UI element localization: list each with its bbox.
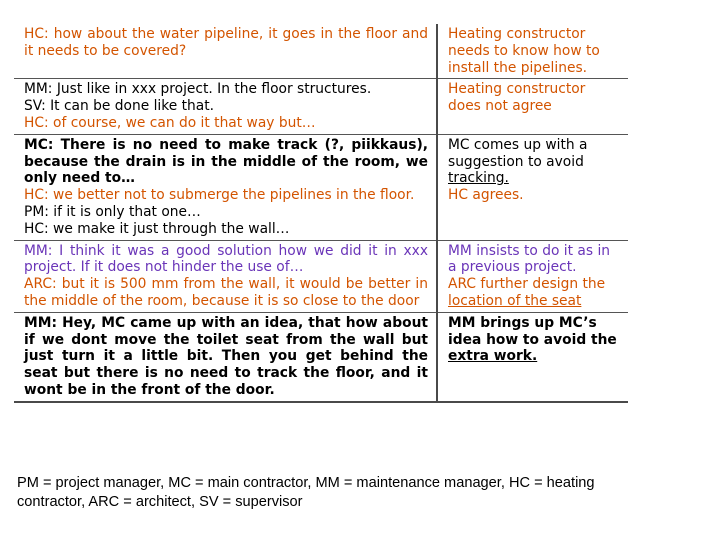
transcript-table: [14, 24, 628, 403]
dialogue-line: ARC: but it is 500 mm from the wall, it would be better in the middle of the room, because it is so close to the door: [24, 276, 428, 309]
commentary-text: tracking.: [448, 170, 509, 187]
dialogue-cell: [14, 134, 437, 240]
commentary-text: MC comes up with a suggestion to avoid: [448, 136, 588, 170]
dialogue-line: MM: Hey, MC came up with an idea, that how about if we dont move the toilet seat from the wall but just turn it a little bit. Then you get behind the seat but there is no need to track the floor, and it wont be in the front of the door.: [24, 314, 428, 398]
commentary-text: HC agrees.: [448, 187, 524, 204]
dialogue-line: HC: we make it just through the wall…: [24, 220, 290, 237]
table-row: [14, 24, 628, 79]
commentary-cell: [437, 240, 628, 312]
commentary-text: MM insists to do it as in a previous project.: [448, 242, 611, 276]
dialogue-line: HC: we better not to submerge the pipelines in the floor.: [24, 187, 415, 204]
commentary-text: Heating constructor does not agree: [448, 81, 586, 115]
dialogue-cell: [14, 240, 437, 312]
dialogue-line: HC: of course, we can do it that way but…: [24, 114, 316, 131]
commentary-text: MM brings up MC’s idea how to avoid the: [448, 314, 617, 348]
commentary-cell: [437, 312, 628, 401]
abbreviation-legend: PM = project manager, MC = main contractor, MM = maintenance manager, HC = heating contractor, ARC = architect, SV = supervisor: [17, 475, 595, 510]
dialogue-line: MC: There is no need to make track (?, piikkaus), because the drain is in the middle of the room, we only need to…: [24, 136, 428, 187]
table-row: [14, 240, 628, 312]
dialogue-cell: [14, 24, 437, 79]
dialogue-line: PM: if it is only that one…: [24, 203, 201, 220]
commentary-text: location of the seat: [448, 292, 582, 309]
dialogue-line: MM: I think it was a good solution how we did it in xxx project. If it does not hinder the use of…: [24, 242, 428, 276]
dialogue-cell: [14, 79, 437, 134]
dialogue-line: MM: Just like in xxx project. In the floor structures.: [24, 81, 372, 98]
dialogue-line: HC: how about the water pipeline, it goes in the floor and it needs to be covered?: [24, 26, 428, 59]
commentary-text: Heating constructor needs to know how to install the pipelines.: [448, 26, 600, 76]
commentary-text: extra work.: [448, 348, 538, 365]
table-row: [14, 312, 628, 401]
dialogue-line: SV: It can be done like that.: [24, 98, 215, 115]
commentary-cell: [437, 79, 628, 134]
commentary-cell: [437, 134, 628, 240]
commentary-text: ARC further design the: [448, 276, 606, 293]
commentary-cell: [437, 24, 628, 79]
table-row: [14, 79, 628, 134]
transcript-table-body: [14, 24, 628, 402]
dialogue-cell: [14, 312, 437, 401]
table-row: [14, 134, 628, 240]
transcript-table-wrapper: [14, 24, 617, 403]
